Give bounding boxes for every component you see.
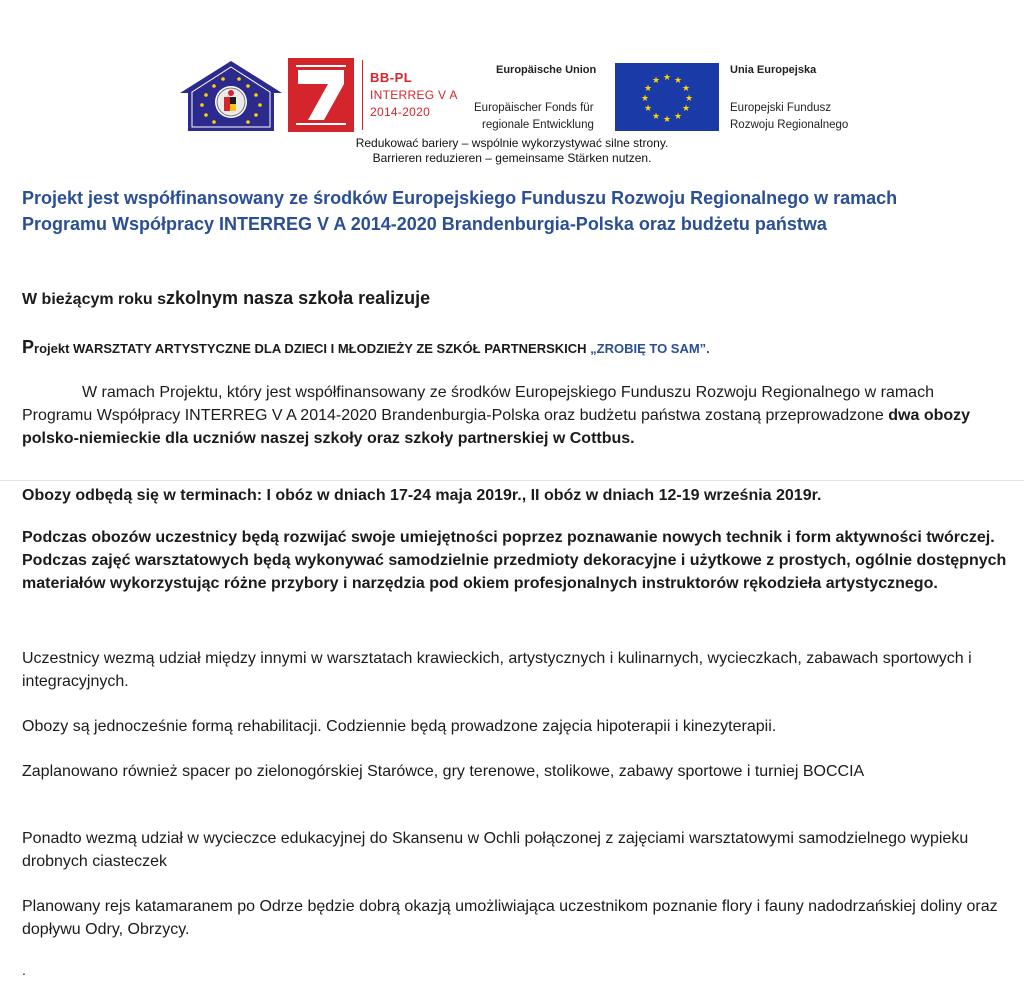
interreg-line-2: INTERREG V A	[370, 88, 458, 102]
eu-de-line-1: Europäischer Fonds für	[474, 102, 594, 114]
eu-pl-line-2: Rozwoju Regionalnego	[730, 119, 849, 131]
intro-bold-text: dwa obozy polsko-niemieckie dla uczniów naszej szkoły oraz szkoły partnerskiej w Cottbus.	[22, 407, 971, 447]
motto-german: Barrieren reduzieren – gemeinsame Stärken nutzen.	[372, 151, 652, 165]
subheading-part-1: W bieżącym roku s	[22, 291, 167, 308]
paragraph-camp-dates: Obozy odbędą się w terminach: I obóz w dniach 17-24 maja 2019r., II obóz w dniach 12-19 września 2019r.	[22, 487, 822, 504]
svg-text:★: ★	[643, 104, 653, 114]
paragraph-rehabilitation: Obozy są jednocześnie formą rehabilitacji. Codziennie będą prowadzone zajęcia hipoterapii i kinezyterapii.	[22, 718, 777, 735]
intro-text: W ramach Projektu, który jest współfinansowany ze środków Europejskiego Funduszu Rozwoju Regionalnego w ramach Programu Współpracy INTERREG V A 2014-2020 Brandenburgia-Polska oraz budżetu państwa zostaną przeprowadzone	[22, 384, 934, 424]
svg-text:★: ★	[643, 84, 653, 94]
eu-flag-icon	[615, 63, 719, 131]
project-initial: P	[22, 337, 35, 357]
project-motto: „ZROBIĘ TO SAM”.	[590, 341, 710, 356]
motto-block	[0, 136, 1024, 166]
paragraph-skansen: Ponadto wezmą udział w wycieczce edukacyjnej do Skansenu w Ochli połączonej z zajęciami warsztatowymi samodzielnego wypieku drobnych ciasteczek	[22, 830, 969, 870]
motto-polish: Redukować bariery – wspólnie wykorzystywać silne strony.	[355, 136, 669, 150]
project-title-line	[22, 337, 710, 358]
eu-polish-label	[730, 64, 870, 134]
paragraph-activities: Podczas obozów uczestnicy będą rozwijać swoje umiejętności poprzez poznawanie nowych technik i form aktywności twórczej. Podczas zajęć warsztatowych będą wykonywać samodzielnie przedmioty dekoracyjne i użytkowe z prostych, ogólnie dostępnych materiałów wykorzystując różne przybory i narzędzia pod okiem profesjonalnych instruktorów rękodzieła artystycznego.	[22, 529, 1007, 592]
paragraph-walk: Zaplanowano również spacer po zielonogórskiej Starówce, gry terenowe, stolikowe, zabawy sportowe i turniej BOCCIA	[22, 763, 865, 780]
eu-de-line-2: regionale Entwicklung	[482, 119, 594, 131]
paragraph-project-intro	[22, 381, 1007, 450]
project-name: rojekt WARSZTATY ARTYSTYCZNE DLA DZIECI I MŁODZIEŻY ZE SZKÓŁ PARTNERSKICH	[34, 341, 591, 356]
interreg-divider	[362, 60, 363, 130]
eu-pl-line-1: Europejski Fundusz	[730, 102, 831, 114]
subheading-part-2: zkolnym nasza szkoła realizuje	[166, 288, 431, 308]
svg-text:★: ★	[662, 115, 672, 125]
svg-text:★: ★	[673, 76, 683, 86]
school-logo	[178, 59, 284, 133]
cofinancing-heading: Projekt jest współfinansowany ze środków Europejskiego Funduszu Rozwoju Regionalnego w ramach Programu Współpracy INTERREG V A 2014-2020 Brandenburgia-Polska oraz budżetu państwa	[22, 188, 898, 234]
school-year-subheading	[22, 288, 430, 309]
paragraph-workshops: Uczestnicy wezmą udział między innymi w warsztatach krawieckich, artystycznych i kulinarnych, wycieczkach, zabawach sportowych i integracyjnych.	[22, 650, 972, 690]
eu-de-title: Europäische Union	[496, 64, 597, 76]
svg-text:★: ★	[684, 94, 694, 104]
interreg-logo	[288, 58, 464, 132]
interreg-emblem	[288, 58, 354, 132]
eu-pl-title: Unia Europejska	[730, 64, 817, 76]
paragraph-cruise: Planowany rejs katamaranem po Odrze będzie dobrą okazją umożliwiająca uczestnikom poznanie flory i fauny nadodrzańskiej doliny oraz dopływu Odry, Obrzycy.	[22, 898, 998, 938]
interreg-line-1: BB-PL	[370, 70, 413, 85]
svg-text:★: ★	[651, 76, 661, 86]
trailing-dot: .	[22, 962, 26, 978]
eu-german-label	[474, 64, 606, 134]
svg-text:★: ★	[640, 94, 650, 104]
svg-text:★: ★	[651, 112, 661, 122]
svg-text:★: ★	[681, 104, 691, 114]
logo-bar	[178, 56, 878, 136]
divider-line	[0, 480, 1024, 481]
svg-text:★: ★	[681, 84, 691, 94]
svg-text:★: ★	[673, 112, 683, 122]
interreg-line-3: 2014-2020	[370, 105, 431, 119]
svg-text:★: ★	[662, 73, 672, 83]
